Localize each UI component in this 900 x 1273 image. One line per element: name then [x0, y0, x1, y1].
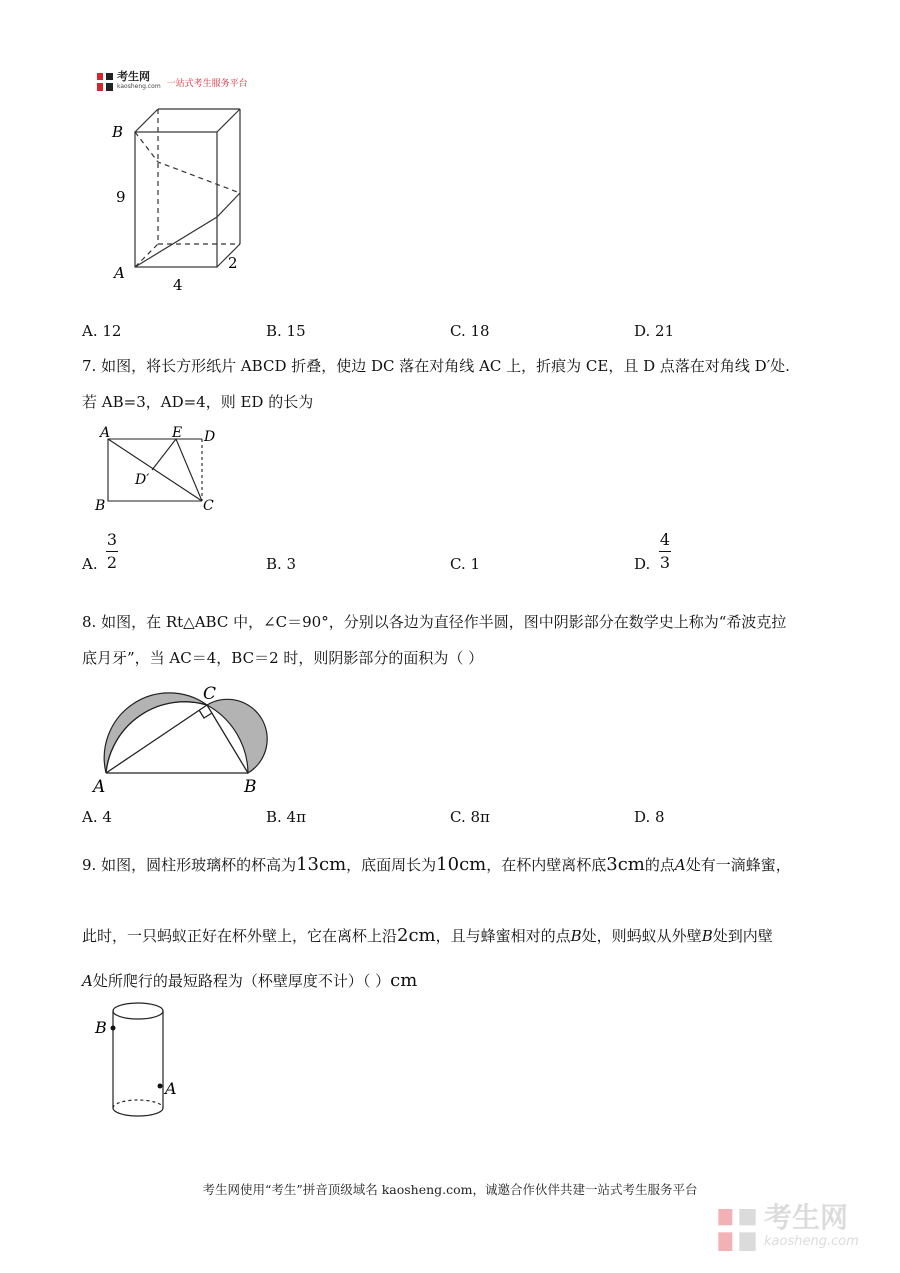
page-footer: 考生网使用“考生”拼音顶级域名 kaosheng.com，诚邀合作伙伴共建一站式考生服务平台	[202, 1182, 698, 1197]
q7-option-d-label: D.	[634, 555, 651, 573]
q7-label-B: B	[95, 498, 106, 514]
kaosheng-logo-icon	[96, 72, 114, 92]
q8-lune-figure	[90, 680, 280, 800]
watermark-logo-icon	[716, 1206, 758, 1254]
q8-label-C: C	[203, 684, 217, 704]
q9-l1-g: 的点	[644, 856, 675, 874]
q9-point-a-dot	[158, 1084, 163, 1089]
q7-option-d-denominator: 3	[659, 553, 671, 572]
q8-label-A: A	[93, 777, 106, 797]
q6-label-width: 4	[173, 276, 183, 294]
q7-option-a-numerator: 3	[106, 530, 118, 549]
q9-l1-i: 处有一滴蜂蜜，	[685, 856, 791, 874]
q9-point-a-2: A	[82, 972, 93, 990]
q9-l3-b: 处所爬行的最短路程为（杯壁厚度不计）（ ）	[92, 972, 391, 990]
q7-option-d-numerator: 4	[659, 530, 671, 549]
q6-label-depth: 2	[228, 254, 238, 272]
watermark-domain: kaosheng.com	[764, 1234, 859, 1249]
q9-fig-label-A: A	[165, 1079, 177, 1098]
q6-label-height: 9	[116, 188, 126, 206]
q6-label-A: A	[114, 264, 125, 282]
q8-option-c: C. 8π	[450, 808, 490, 826]
q7-option-a-denominator: 2	[106, 553, 118, 572]
q7-rectangle-figure	[90, 422, 230, 517]
q7-label-A: A	[100, 425, 111, 441]
q7-stem-line2: 若 AB=3，AD=4，则 ED 的长为	[82, 393, 314, 411]
q6-option-b: B. 15	[266, 322, 306, 340]
q9-l2-c: ，且与蜂蜜相对的点	[435, 927, 571, 945]
header-logo	[96, 72, 248, 92]
q9-circumference: 10cm	[436, 854, 487, 875]
q7-option-a-label: A.	[82, 555, 98, 573]
q9-l1-e: ，在杯内壁离杯底	[486, 856, 607, 874]
q8-label-B: B	[244, 777, 257, 797]
q8-stem-line2: 底月牙”，当 AC＝4，BC＝2 时，则阴影部分的面积为（ ）	[82, 649, 484, 667]
q7-label-E: E	[172, 425, 183, 441]
q8-option-b: B. 4π	[266, 808, 306, 826]
q9-cup-height: 13cm	[296, 854, 347, 875]
q9-point-b-dot	[111, 1026, 116, 1031]
q7-label-D: D	[204, 429, 216, 445]
q9-fig-label-B: B	[95, 1018, 107, 1037]
q9-l2-g: 处到内壁	[712, 927, 773, 945]
q6-label-B: B	[112, 123, 124, 141]
q9-l1-c: ，底面周长为	[346, 856, 437, 874]
q8-option-d: D. 8	[634, 808, 665, 826]
q9-stem-line2	[82, 923, 773, 949]
q9-unit: cm	[390, 970, 418, 991]
logo-name: 考生网	[117, 70, 150, 83]
q6-cuboid-figure	[100, 100, 260, 295]
q9-l2-a: 此时，一只蚂蚁正好在杯外壁上，它在离杯上沿	[82, 927, 398, 945]
q8-stem-line1: 8. 如图，在 Rt△ABC 中，∠C＝90°，分别以各边为直径作半圆，图中阴影部分在数学史上称为“希波克拉	[82, 613, 787, 631]
logo-slogan: 一站式考生服务平台	[166, 78, 248, 89]
q7-option-d-fraction	[659, 530, 671, 573]
q7-option-c: C. 1	[450, 555, 481, 573]
q6-option-d: D. 21	[634, 322, 675, 340]
watermark	[716, 1201, 859, 1254]
q7-option-a-fraction	[106, 530, 118, 573]
q9-ant-distance: 2cm	[397, 925, 436, 946]
q9-honey-height: 3cm	[606, 854, 645, 875]
watermark-name: 考生网	[764, 1201, 849, 1234]
q9-stem-line3	[82, 968, 417, 994]
q7-option-b: B. 3	[266, 555, 297, 573]
q9-cylinder-figure	[90, 998, 190, 1123]
q7-label-Dprime: D′	[135, 472, 150, 488]
q9-l1-a: 9. 如图，圆柱形玻璃杯的杯高为	[82, 856, 297, 874]
q9-l2-e: 处，则蚂蚁从外壁	[581, 927, 702, 945]
q8-option-a: A. 4	[82, 808, 112, 826]
q9-point-b: B	[570, 927, 582, 945]
q9-point-b-2: B	[701, 927, 713, 945]
q7-stem-line1: 7. 如图，将长方形纸片 ABCD 折叠，使边 DC 落在对角线 AC 上，折痕为 CE，且 D 点落在对角线 D′处.	[82, 357, 790, 375]
q9-point-a: A	[674, 856, 686, 874]
q9-stem-line1	[82, 852, 791, 878]
q6-option-c: C. 18	[450, 322, 490, 340]
q7-label-C: C	[203, 498, 214, 514]
logo-domain: kaosheng.com	[117, 83, 161, 90]
q6-option-a: A. 12	[82, 322, 122, 340]
